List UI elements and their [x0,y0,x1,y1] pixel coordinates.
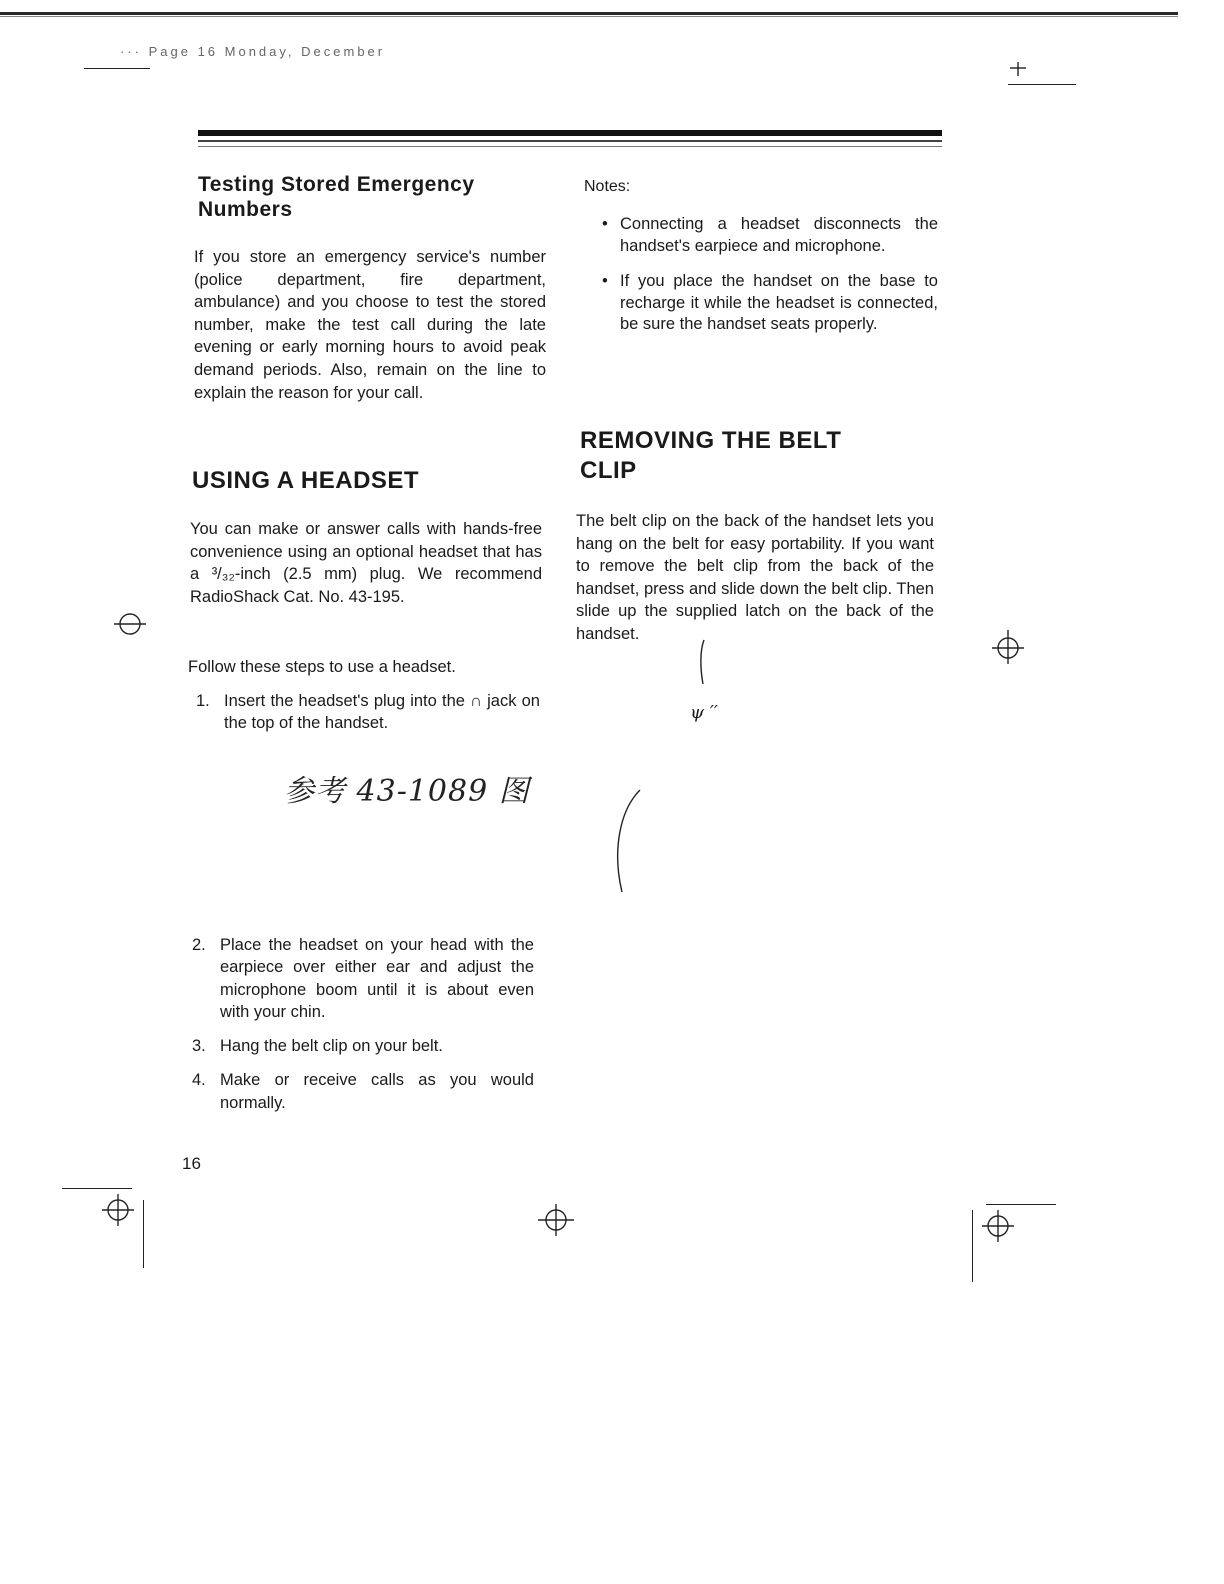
handwritten-mark: ψ ′′ [690,702,719,723]
step-text: Hang the belt clip on your belt. [220,1037,443,1056]
registration-mark-left-icon [114,614,146,634]
step-text: Place the headset on your head with the earpiece over either ear and adjust the microphone boom until it is about even with your chin. [220,936,534,1021]
registration-mark-bottom-right-icon [982,1210,1014,1242]
step-number: 4. [192,1071,206,1090]
note-text: If you place the handset on the base to recharge it while the headset is connected, be sure the handset seats properly. [620,272,938,334]
note-item [578,271,938,336]
page-number: 16 [182,1154,201,1173]
notes-label: Notes: [584,178,631,195]
bullet-icon: • [602,215,608,233]
bullet-icon: • [602,272,608,291]
headset-title: USING A HEADSET [192,467,420,494]
note-text: Connecting a headset disconnects the handset's earpiece and microphone. [620,215,938,255]
belt-clip-title: REMOVING THE BELT CLIP [580,427,842,484]
testing-body: If you store an emergency service's number (police department, fire department, ambulance) and you choose to test the stored number, make the test call during the late evening or early morning hours to avoid peak demand periods. Also, remain on the line to explain the reason for your call. [194,248,546,402]
step-text: Insert the headset's plug into the ∩ jack on the top of the handset. [224,692,540,733]
headset-intro: Follow these steps to use a headset. [188,658,456,676]
headset-body: You can make or answer calls with hands-free convenience using an optional headset that has a ³/₃₂-inch (2.5 mm) plug. We recommend RadioShack Cat. No. 43-195. [190,520,542,606]
step-item [192,1069,534,1114]
note-item [578,214,938,257]
pen-stroke [618,790,640,892]
notes-list [578,214,938,350]
section-rule-thin [198,140,942,142]
step-number: 3. [192,1037,206,1056]
step-number: 2. [192,936,206,954]
step-item [196,690,540,735]
step-number: 1. [196,692,210,710]
registration-mark-right-icon [992,630,1024,664]
headset-step-1 [196,690,540,735]
section-rule [198,130,942,136]
handwritten-annotation: 参考 43-1089 图 [284,774,530,809]
section-rule-thin [198,146,942,147]
registration-mark-bottom-left-icon [102,1194,134,1226]
belt-clip-body: The belt clip on the back of the handset lets you hang on the belt for easy portability. If you want to remove the belt clip from the back of the handset, press and slide down the belt clip. Then slide up the supplied latch on the back of the handset. [576,512,934,643]
headset-steps-list [192,934,534,1114]
faint-header-text: ··· Page 16 Monday, December [120,44,386,59]
testing-title: Testing Stored Emergency Numbers [198,173,475,221]
pen-stroke [701,640,704,684]
registration-mark-top-right-icon [1010,62,1026,76]
step-item [192,1035,534,1057]
step-text: Make or receive calls as you would normally. [220,1071,534,1112]
step-item [192,934,534,1023]
registration-mark-bottom-center-icon [538,1204,574,1236]
